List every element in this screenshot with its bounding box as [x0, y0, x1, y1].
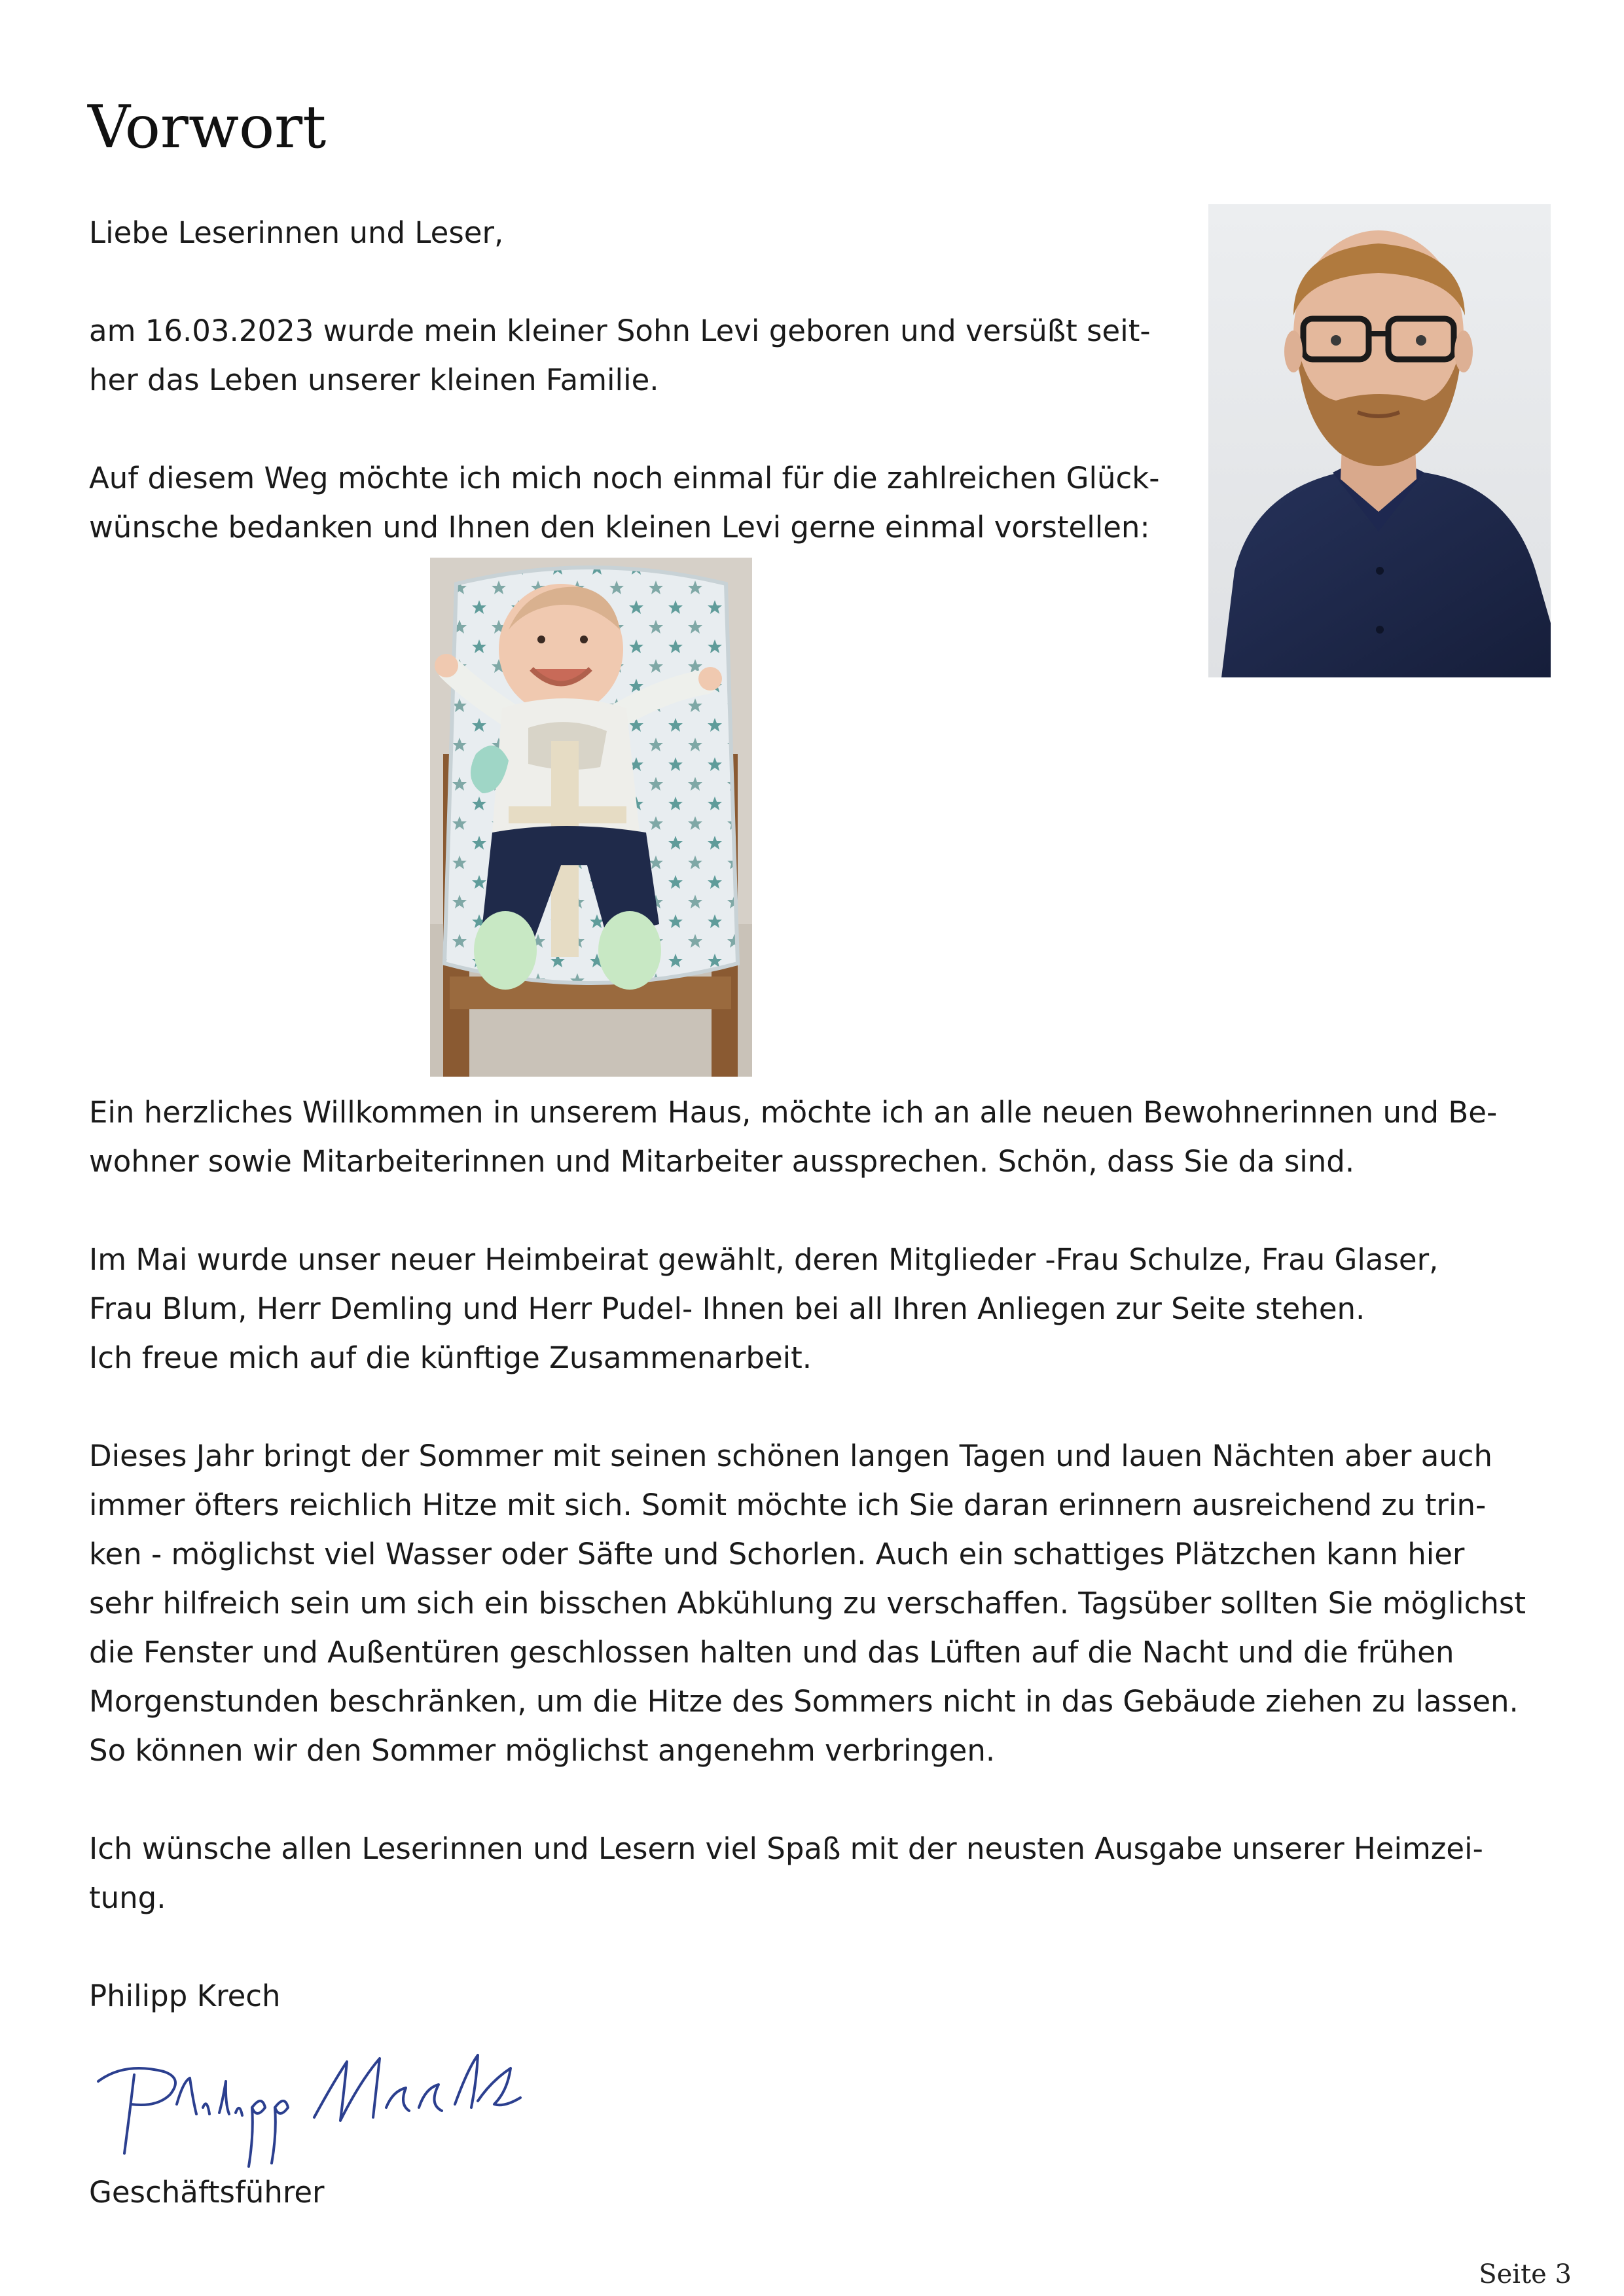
- paragraph-line: Ich wünsche allen Leserinnen und Lesern viel Spaß mit der neusten Ausgabe unserer Heimzei-: [89, 1831, 1483, 1866]
- signature: [85, 2042, 530, 2173]
- paragraph-line: immer öfters reichlich Hitze mit sich. Somit möchte ich Sie daran erinnern ausreichend zu trin-: [89, 1488, 1487, 1522]
- paragraph-welcome: [89, 1088, 1555, 1186]
- paragraph-line: Morgenstunden beschränken, um die Hitze des Sommers nicht in das Gebäude ziehen zu lassen.: [89, 1684, 1519, 1719]
- paragraph-line: am 16.03.2023 wurde mein kleiner Sohn Levi geboren und versüßt seit-: [89, 314, 1151, 348]
- paragraph-line: Ich freue mich auf die künftige Zusammenarbeit.: [89, 1340, 812, 1375]
- baby-illustration: [430, 558, 752, 1077]
- paragraph-line: wohner sowie Mitarbeiterinnen und Mitarbeiter aussprechen. Schön, dass Sie da sind.: [89, 1144, 1355, 1179]
- paragraph-line: So können wir den Sommer möglichst angenehm verbringen.: [89, 1733, 996, 1768]
- paragraph-closing: [89, 1824, 1555, 1922]
- baby-photo: [430, 558, 752, 1077]
- paragraph-line: Dieses Jahr bringt der Sommer mit seinen schönen langen Tagen und lauen Nächten aber auch: [89, 1439, 1493, 1473]
- author-name: Philipp Krech: [89, 1979, 281, 2013]
- paragraph-line: die Fenster und Außentüren geschlossen halten und das Lüften auf die Nacht und die frühen: [89, 1635, 1454, 1670]
- paragraph-line: Im Mai wurde unser neuer Heimbeirat gewählt, deren Mitglieder -Frau Schulze, Frau Glaser,: [89, 1242, 1439, 1277]
- paragraph-line: Frau Blum, Herr Demling und Herr Pudel- Ihnen bei all Ihren Anliegen zur Seite stehen.: [89, 1291, 1365, 1326]
- paragraph-birth-announcement: [89, 306, 1182, 404]
- paragraph-line: Auf diesem Weg möchte ich mich noch einmal für die zahlreichen Glück-: [89, 461, 1160, 495]
- paragraph-thanks: [89, 454, 1182, 552]
- paragraph-line: Ein herzliches Willkommen in unserem Haus, möchte ich an alle neuen Bewohnerinnen und Be-: [89, 1095, 1498, 1130]
- page-title: Vorwort: [88, 93, 327, 162]
- portrait-illustration: [1208, 204, 1551, 677]
- paragraph-summer: [89, 1431, 1555, 1775]
- paragraph-line: her das Leben unserer kleinen Familie.: [89, 363, 659, 397]
- paragraph-line: tung.: [89, 1880, 166, 1915]
- paragraph-line: sehr hilfreich sein um sich ein bisschen Abkühlung zu verschaffen. Tagsüber sollten Sie möglichst: [89, 1586, 1526, 1621]
- salutation: Liebe Leserinnen und Leser,: [89, 215, 504, 250]
- paragraph-line: ken - möglichst viel Wasser oder Säfte und Schorlen. Auch ein schattiges Plätzchen kann hier: [89, 1537, 1465, 1571]
- paragraph-line: wünsche bedanken und Ihnen den kleinen Levi gerne einmal vorstellen:: [89, 510, 1150, 545]
- author-portrait-photo: [1208, 204, 1551, 677]
- page-number: Seite 3: [1479, 2259, 1572, 2289]
- author-role: Geschäftsführer: [89, 2175, 325, 2210]
- paragraph-advisory-board: [89, 1235, 1555, 1382]
